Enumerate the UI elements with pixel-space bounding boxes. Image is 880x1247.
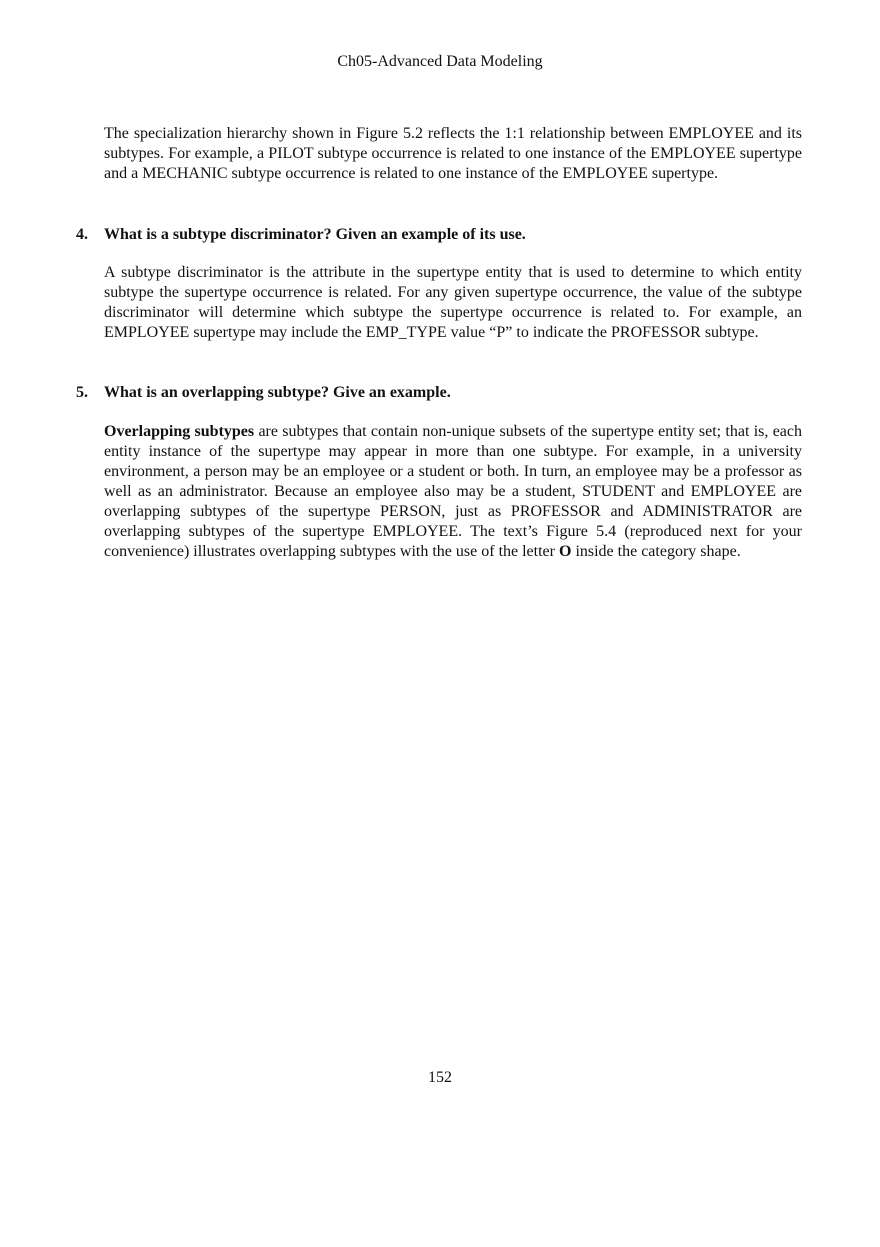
question-5-text: What is an overlapping subtype? Give an example. [104,384,451,401]
running-header: Ch05-Advanced Data Modeling [337,53,543,70]
answer-5-text: are subtypes that contain non-unique subsets of the supertype entity set; that is, each entity instance of the supertype may appear in more than one subtype. For example, in a university environment, a person may be an employee or a student or both. In turn, an employee may be a professor as well as an administrator. Because an employee also may be a student, STUDENT and EMPLOYEE are overlapping subtypes of the supertype PERSON, just as PROFESSOR and ADMINISTRATOR are overlapping subtypes of the supertype EMPLOYEE. The text’s Figure 5.4 (reproduced next for your convenience) illustrates overlapping subtypes with the use of the letter [104,423,803,560]
question-4-text: What is a subtype discriminator? Given an example of its use. [104,226,526,243]
answer-5-term: Overlapping subtypes [104,423,255,440]
answer-5-letter: O [558,543,572,560]
question-5-number: 5. [76,384,88,401]
question-4 [76,225,802,245]
answer-5-paragraph [104,422,802,562]
paragraph-specialization-hierarchy: The specialization hierarchy shown in Figure 5.2 reflects the 1:1 relationship between EMPLOYEE and its subtypes. For example, a PILOT subtype occurrence is related to one instance of the EMPLOYEE supertype and a MECHANIC subtype occurrence is related to one instance of the EMPLOYEE supertype. [104,125,802,182]
question-4-number: 4. [76,226,88,243]
question-5 [76,383,802,403]
page-number: 152 [428,1069,452,1086]
answer-5-text-end: inside the category shape. [571,543,741,560]
answer-4-paragraph: A subtype discriminator is the attribute in the supertype entity that is used to determine to which entity subtype the supertype occurrence is related. For any given supertype occurrence, the value of the subtype discriminator will determine which subtype the supertype occurrence is related to. For example, an EMPLOYEE supertype may include the EMP_TYPE value “P” to indicate the PROFESSOR subtype. [104,264,802,341]
